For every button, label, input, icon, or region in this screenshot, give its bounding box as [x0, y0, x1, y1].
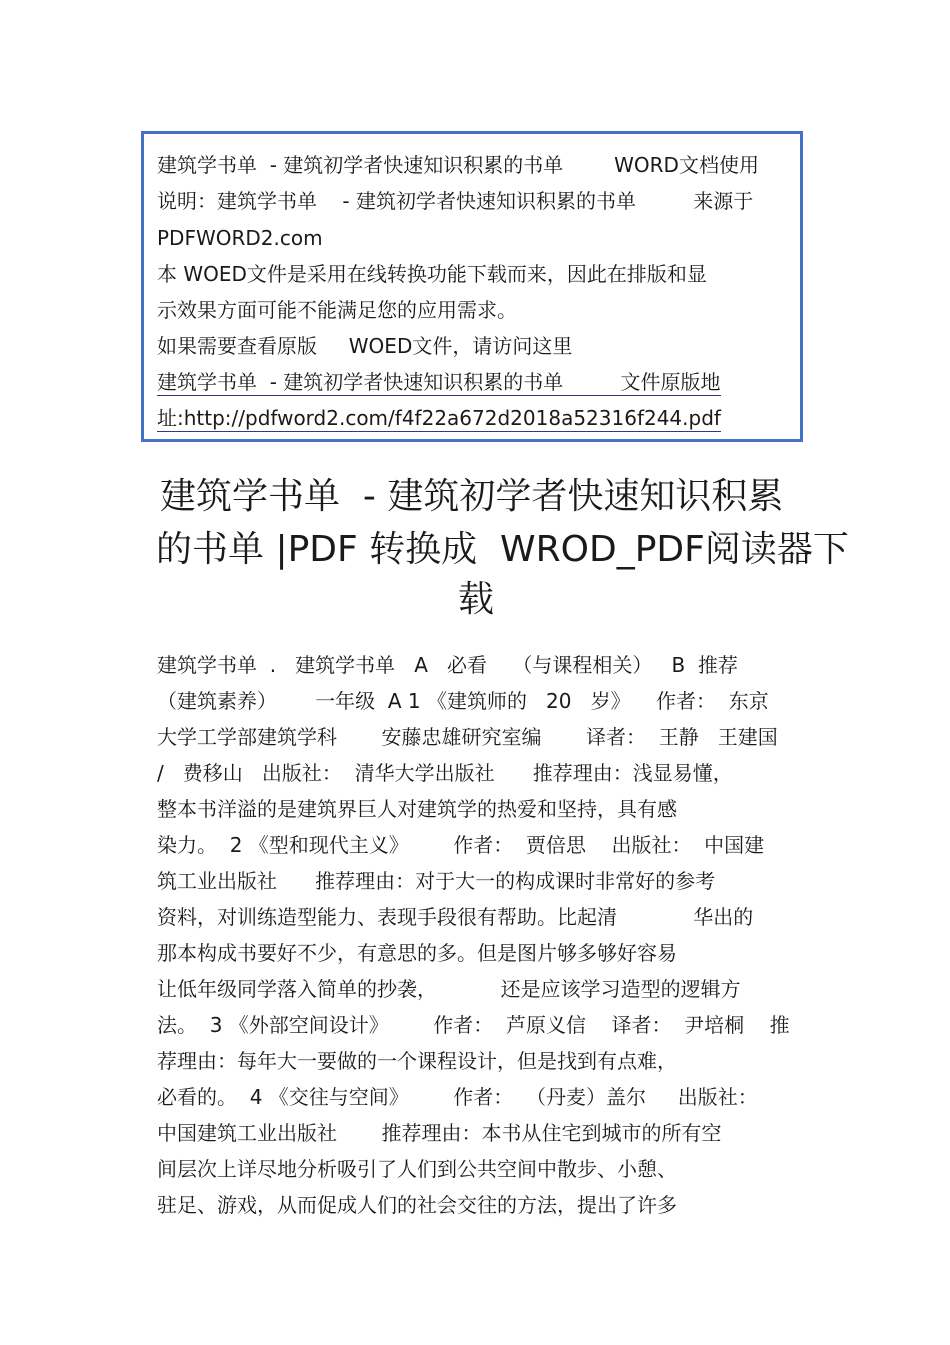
original-file-link-line-1[interactable]: 建筑学书单 - 建筑初学者快速知识积累的书单 文件原版地 — [157, 370, 721, 394]
body-line-16: 驻足、游戏，从而促成人们的社会交往的方法，提出了许多 — [157, 1193, 677, 1217]
page-title-line-3: 载 — [458, 579, 495, 620]
body-line-6: 染力。 2 《型和现代主义》 作者： 贾倍思 出版社： 中国建 — [157, 833, 765, 857]
notice-line-2: 说明：建筑学书单 - 建筑初学者快速知识积累的书单 来源于 — [157, 189, 754, 213]
body-line-4: / 费移山 出版社： 清华大学出版社 推荐理由：浅显易懂， — [157, 761, 733, 785]
notice-line-5: 示效果方面可能不能满足您的应用需求。 — [157, 298, 517, 322]
page-title-line-2: 的书单 |PDF 转换成 WROD_PDF阅读器下 — [156, 529, 849, 570]
body-line-8: 资料，对训练造型能力、表现手段很有帮助。比起清 华出的 — [157, 905, 754, 929]
body-line-1: 建筑学书单 . 建筑学书单 A 必看 （与课程相关） B 推荐 — [157, 653, 738, 677]
original-file-link-line-2[interactable]: 址:http://pdfword2.com/f4f22a672d2018a52316f244.pdf — [157, 406, 721, 430]
body-line-10: 让低年级同学落入简单的抄袭， 还是应该学习造型的逻辑方 — [157, 977, 741, 1001]
body-line-15: 间层次上详尽地分析吸引了人们到公共空间中散步、小憩、 — [157, 1157, 677, 1181]
body-line-2: （建筑素养） 一年级 A 1 《建筑师的 20 岁》 作者： 东京 — [157, 689, 769, 713]
notice-line-1: 建筑学书单 - 建筑初学者快速知识积累的书单 WORD文档使用 — [157, 153, 759, 177]
page-title-line-1: 建筑学书单 - 建筑初学者快速知识积累 — [160, 476, 784, 517]
body-line-7: 筑工业出版社 推荐理由：对于大一的构成课时非常好的参考 — [157, 869, 716, 893]
body-line-14: 中国建筑工业出版社 推荐理由：本书从住宅到城市的所有空 — [157, 1121, 722, 1145]
original-file-link[interactable] — [157, 370, 721, 394]
notice-line-6: 如果需要查看原版 WOED文件，请访问这里 — [157, 334, 573, 358]
body-line-9: 那本构成书要好不少，有意思的多。但是图片够多够好容易 — [157, 941, 677, 965]
body-line-3: 大学工学部建筑学科 安藤忠雄研究室编 译者： 王静 王建国 — [157, 725, 778, 749]
body-line-11: 法。 3 《外部空间设计》 作者： 芦原义信 译者： 尹培桐 推 — [157, 1013, 790, 1037]
body-line-12: 荐理由：每年大一要做的一个课程设计，但是找到有点难， — [157, 1049, 677, 1073]
notice-source-site: PDFWORD2.com — [157, 226, 323, 250]
body-line-13: 必看的。 4 《交往与空间》 作者： （丹麦）盖尔 出版社： — [157, 1085, 758, 1109]
original-file-url[interactable] — [157, 406, 721, 430]
notice-line-4: 本 WOED文件是采用在线转换功能下载而来，因此在排版和显 — [157, 262, 707, 286]
body-line-5: 整本书洋溢的是建筑界巨人对建筑学的热爱和坚持，具有感 — [157, 797, 677, 821]
